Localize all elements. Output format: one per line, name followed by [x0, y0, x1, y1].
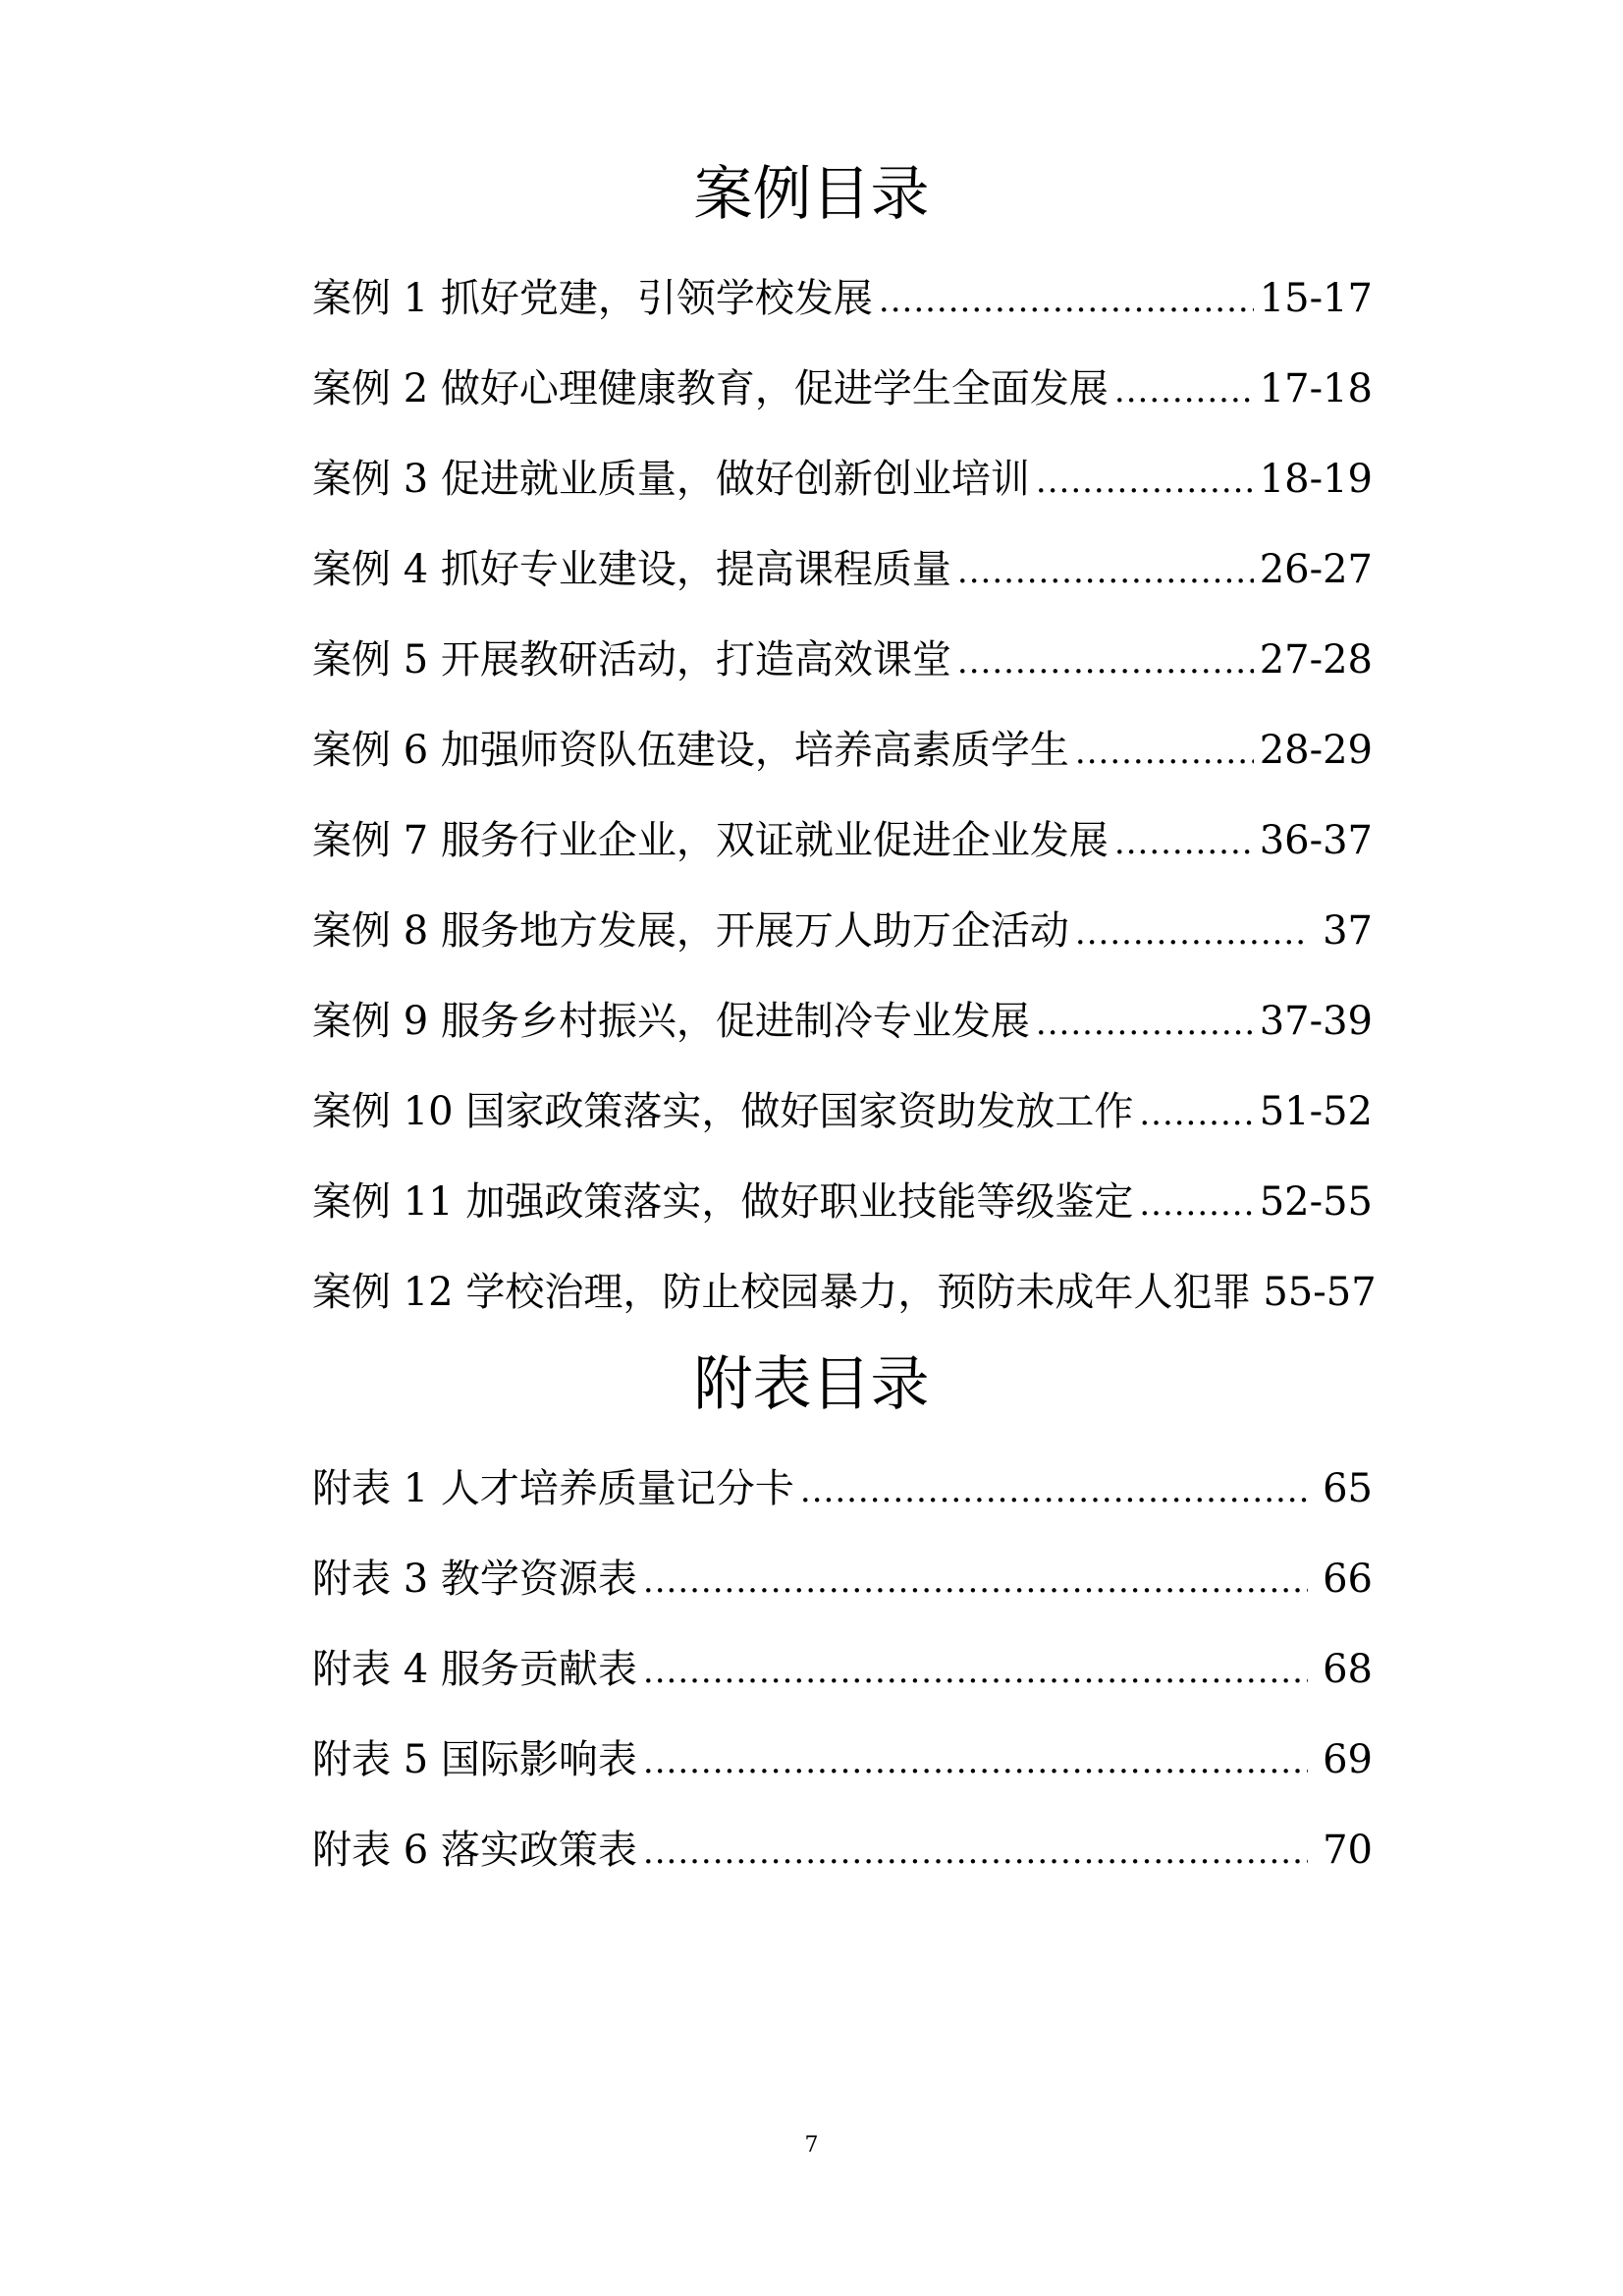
toc-entry-title: 案例 3 促进就业质量，做好创新创业培训 [312, 457, 1030, 502]
case-toc-entry-5[interactable] [312, 630, 1373, 721]
toc-entry-pages: 18-19 [1259, 457, 1373, 502]
case-toc-entry-4[interactable] [312, 540, 1373, 630]
toc-entry-pages: 15-17 [1259, 276, 1373, 321]
toc-entry-title: 附表 1 人才培养质量记分卡 [312, 1466, 794, 1511]
appendix-toc-list [312, 1459, 1373, 1911]
dot-leader [1036, 994, 1254, 1053]
dot-leader [957, 632, 1254, 691]
toc-entry-title: 案例 4 抓好专业建设，提高课程质量 [312, 547, 951, 592]
case-toc-entry-10[interactable] [312, 1082, 1373, 1173]
dot-leader [643, 1823, 1308, 1882]
dot-leader [643, 1732, 1308, 1791]
toc-entry-title: 案例 5 开展教研活动，打造高效课堂 [312, 637, 951, 683]
case-toc-entry-7[interactable] [312, 811, 1373, 902]
case-toc-entry-1[interactable] [312, 269, 1373, 359]
dot-leader [643, 1642, 1308, 1701]
case-toc-entry-11[interactable] [312, 1173, 1373, 1263]
toc-entry-title: 附表 6 落实政策表 [312, 1828, 637, 1873]
case-toc-entry-12[interactable] [312, 1263, 1377, 1353]
appendix-toc-entry-5[interactable] [312, 1821, 1373, 1911]
toc-entry-title: 附表 3 教学资源表 [312, 1557, 637, 1602]
case-toc-heading: 案例目录 [693, 160, 930, 229]
case-toc-entry-6[interactable] [312, 721, 1373, 811]
toc-entry-pages: 55-57 [1263, 1270, 1377, 1315]
toc-entry-title: 附表 4 服务贡献表 [312, 1647, 637, 1692]
dot-leader [1036, 452, 1254, 511]
toc-entry-pages: 36-37 [1259, 818, 1373, 863]
dot-leader [879, 271, 1254, 330]
dot-leader [1075, 723, 1254, 782]
appendix-toc-entry-1[interactable] [312, 1459, 1373, 1550]
page-number: 7 [804, 2133, 819, 2158]
dot-leader [643, 1552, 1308, 1611]
toc-entry-pages: 70 [1323, 1828, 1373, 1873]
dot-leader [1139, 1084, 1253, 1143]
dot-leader [1114, 813, 1254, 872]
case-toc-entry-8[interactable] [312, 902, 1373, 992]
toc-entry-title: 案例 2 做好心理健康教育，促进学生全面发展 [312, 366, 1109, 411]
dot-leader [800, 1461, 1308, 1520]
toc-entry-title: 案例 11 加强政策落实，做好职业技能等级鉴定 [312, 1179, 1134, 1225]
dot-leader [1075, 903, 1308, 962]
toc-entry-pages: 27-28 [1259, 637, 1373, 683]
toc-entry-pages: 51-52 [1259, 1089, 1373, 1134]
toc-entry-title: 案例 9 服务乡村振兴，促进制冷专业发展 [312, 999, 1030, 1044]
toc-entry-pages: 69 [1323, 1737, 1373, 1782]
toc-entry-pages: 37 [1323, 908, 1373, 954]
toc-entry-pages: 37-39 [1259, 999, 1373, 1044]
toc-entry-title: 案例 6 加强师资队伍建设，培养高素质学生 [312, 728, 1069, 773]
toc-entry-pages: 68 [1323, 1647, 1373, 1692]
dot-leader [1114, 361, 1254, 420]
case-toc-entry-9[interactable] [312, 992, 1373, 1082]
appendix-toc-entry-4[interactable] [312, 1730, 1373, 1821]
toc-entry-title: 附表 5 国际影响表 [312, 1737, 637, 1782]
toc-entry-pages: 52-55 [1259, 1179, 1373, 1225]
case-toc-entry-3[interactable] [312, 450, 1373, 540]
dot-leader [1139, 1175, 1253, 1233]
toc-entry-pages: 65 [1323, 1466, 1373, 1511]
toc-entry-pages: 17-18 [1259, 366, 1373, 411]
appendix-toc-entry-3[interactable] [312, 1640, 1373, 1730]
case-toc-entry-2[interactable] [312, 359, 1373, 450]
toc-entry-pages: 26-27 [1259, 547, 1373, 592]
appendix-toc-heading: 附表目录 [693, 1350, 930, 1419]
toc-entry-title: 案例 12 学校治理，防止校园暴力，预防未成年人犯罪 [312, 1270, 1252, 1315]
toc-entry-title: 案例 10 国家政策落实，做好国家资助发放工作 [312, 1089, 1134, 1134]
toc-entry-title: 案例 1 抓好党建，引领学校发展 [312, 276, 873, 321]
toc-entry-pages: 66 [1323, 1557, 1373, 1602]
case-toc-list [312, 269, 1377, 1353]
toc-entry-title: 案例 7 服务行业企业，双证就业促进企业发展 [312, 818, 1109, 863]
dot-leader [957, 542, 1254, 601]
toc-entry-pages: 28-29 [1259, 728, 1373, 773]
toc-entry-title: 案例 8 服务地方发展，开展万人助万企活动 [312, 908, 1069, 954]
appendix-toc-entry-2[interactable] [312, 1550, 1373, 1640]
